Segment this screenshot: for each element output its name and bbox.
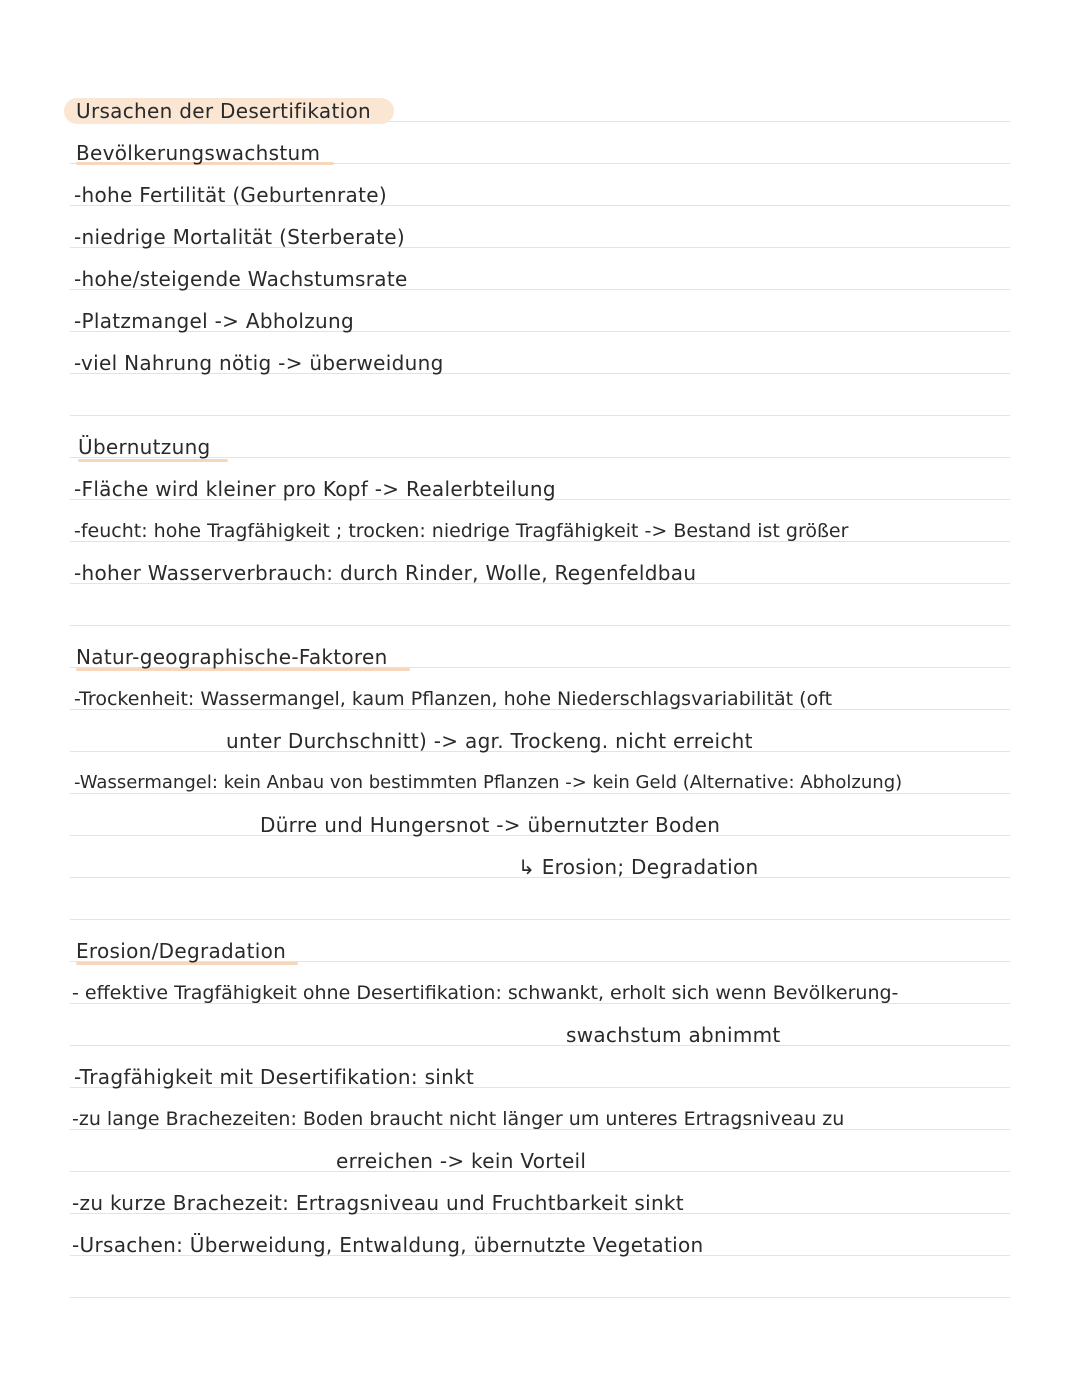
note-line: -hohe Fertilität (Geburtenrate) <box>74 183 387 207</box>
section-heading: Erosion/Degradation <box>76 939 287 963</box>
note-line: ↳ Erosion; Degradation <box>518 855 759 879</box>
note-line: -Tragfähigkeit mit Desertifikation: sinkt <box>74 1065 475 1089</box>
heading-underline <box>78 459 228 462</box>
note-line: -Platzmangel -> Abholzung <box>74 309 354 333</box>
note-line: -zu kurze Brachezeit: Ertragsniveau und Fruchtbarkeit sinkt <box>72 1191 684 1215</box>
note-line: -Ursachen: Überweidung, Entwaldung, übernutzte Vegetation <box>72 1233 704 1257</box>
section-heading: Übernutzung <box>78 435 211 459</box>
page-title: Ursachen der Desertifikation <box>76 99 371 123</box>
note-line: swachstum abnimmt <box>566 1023 781 1047</box>
section-heading: Natur-geographische-Faktoren <box>76 645 388 669</box>
note-line: Dürre und Hungersnot -> übernutzter Boden <box>260 813 721 837</box>
note-line: - effektive Tragfähigkeit ohne Desertifikation: schwankt, erholt sich wenn Bevölkerung- <box>72 982 899 1004</box>
note-line: -Trockenheit: Wassermangel, kaum Pflanzen, hohe Niederschlagsvariabilität (oft <box>74 688 833 710</box>
note-line: -hoher Wasserverbrauch: durch Rinder, Wolle, Regenfeldbau <box>74 561 697 585</box>
section-heading: Bevölkerungswachstum <box>76 141 321 165</box>
note-line: -zu lange Brachezeiten: Boden braucht nicht länger um unteres Ertragsniveau zu <box>72 1108 845 1130</box>
note-line: unter Durchschnitt) -> agr. Trockeng. nicht erreicht <box>226 729 753 753</box>
note-line: -Fläche wird kleiner pro Kopf -> Realerbteilung <box>74 477 556 501</box>
note-line: erreichen -> kein Vorteil <box>336 1149 587 1173</box>
note-line: -viel Nahrung nötig -> überweidung <box>74 351 444 375</box>
note-line: -Wassermangel: kein Anbau von bestimmten Pflanzen -> kein Geld (Alternative: Abholzung) <box>74 772 903 793</box>
note-line: -feucht: hohe Tragfähigkeit ; trocken: niedrige Tragfähigkeit -> Bestand ist größer <box>74 520 849 542</box>
note-line: -niedrige Mortalität (Sterberate) <box>74 225 406 249</box>
note-line: -hohe/steigende Wachstumsrate <box>74 267 408 291</box>
